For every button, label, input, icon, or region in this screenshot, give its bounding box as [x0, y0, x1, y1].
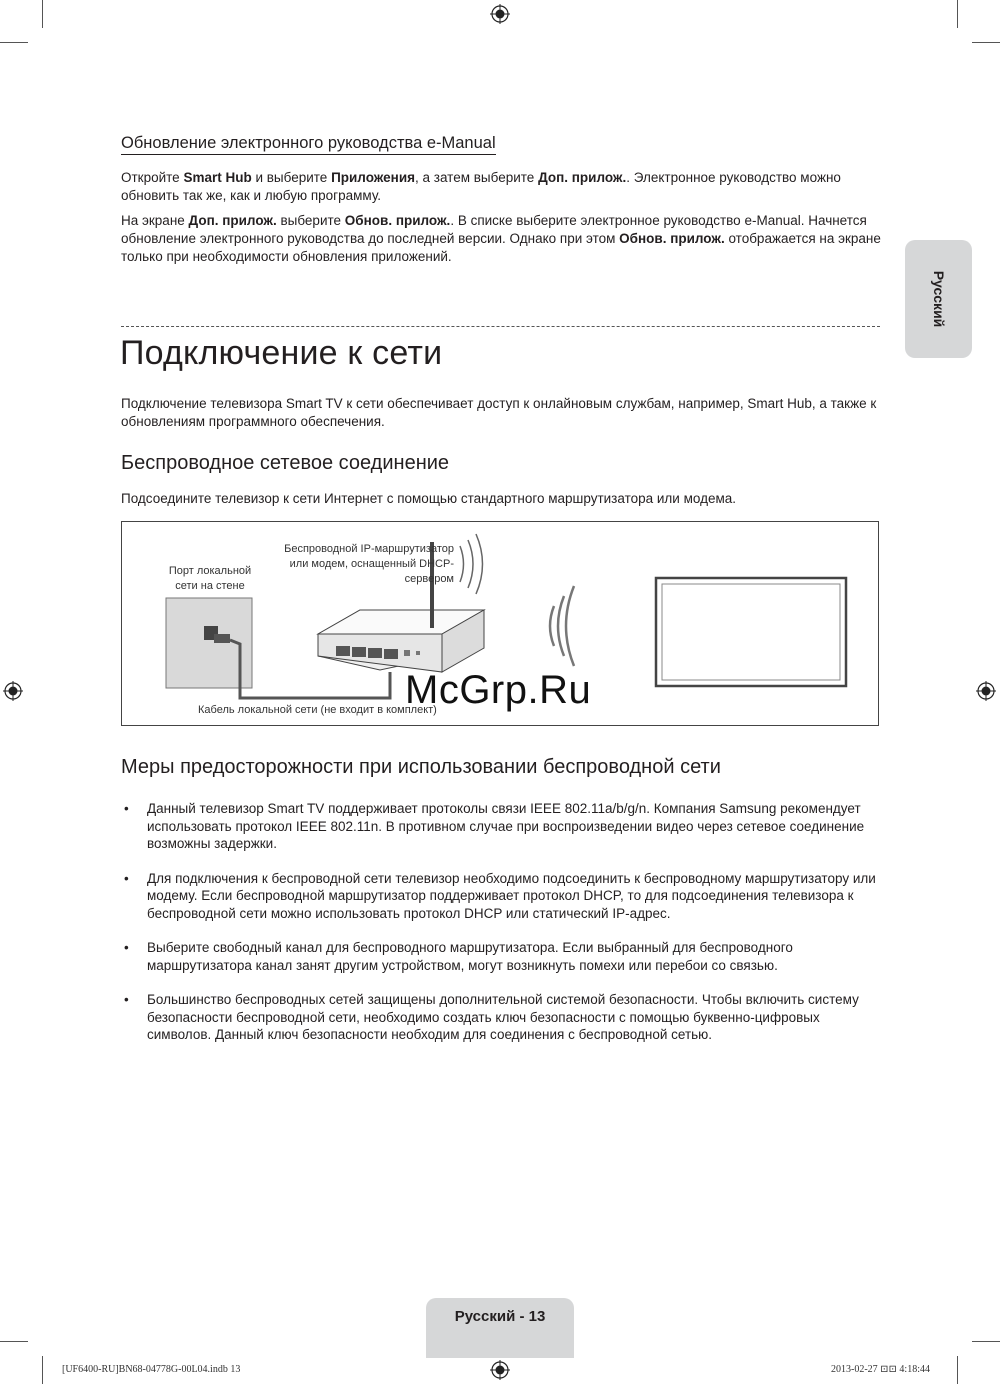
label-line: сервером — [404, 573, 454, 585]
text-run-bold: Обнов. прилож. — [344, 213, 451, 228]
language-side-tab-label: Русский — [930, 270, 947, 328]
crop-mark — [957, 0, 958, 28]
footer-file-info: [UF6400-RU]BN68-04778G-00L04.indb 13 — [62, 1364, 241, 1375]
emanual-paragraph-2 — [121, 212, 881, 266]
text-run-bold: Доп. прилож. — [538, 170, 627, 185]
list-item-text: Данный телевизор Smart TV поддерживает протоколы связи IEEE 802.11a/b/g/n. Компания Samsung рекомендует использовать протокол IEEE 802.11n. В противном случае при воспроизведении видео через сетевое соединение возможны задержки. — [147, 801, 865, 851]
bullet-icon: • — [124, 940, 129, 955]
bullet-icon: • — [124, 992, 129, 1007]
bullet-icon: • — [124, 870, 129, 886]
page-number-tab — [426, 1298, 574, 1358]
text-run: . В списке выберите электронное руководство e-Manual. Начнется обновление электронного руководства до последней версии. Однако при этом — [121, 213, 867, 246]
wireless-intro: Подсоедините телевизор к сети Интернет с помощью стандартного маршрутизатора или модема. — [121, 491, 737, 506]
registration-mark-icon — [976, 681, 996, 701]
crop-mark — [42, 0, 43, 28]
text-run-bold: Доп. прилож. — [188, 213, 277, 228]
list-item — [121, 870, 881, 923]
text-run: . Электронное руководство можно обновить так же, как и любую программу. — [121, 170, 841, 203]
page-number: Русский - 13 — [454, 1308, 546, 1325]
router-label — [254, 542, 454, 587]
language-side-tab — [905, 240, 972, 358]
registration-mark-icon — [490, 4, 510, 24]
list-item-text: Большинство беспроводных сетей защищены дополнительной системой безопасности. Чтобы включить систему безопасности беспроводной сети, необходимо создать ключ безопасности с помощью буквенно-цифровых символов. Данный ключ безопасности необходим для соединения с беспроводной сетью. — [147, 992, 859, 1042]
text-run: Откройте — [121, 170, 184, 185]
tv-icon — [656, 578, 846, 686]
cable-label: Кабель локальной сети (не входит в комплект) — [198, 704, 437, 716]
bullet-icon: • — [124, 801, 129, 816]
wifi-signal-icon — [550, 586, 574, 666]
text-run-bold: Приложения — [331, 170, 416, 185]
crop-mark — [972, 1341, 1000, 1342]
crop-mark — [957, 1356, 958, 1384]
crop-mark — [0, 1341, 28, 1342]
crop-mark — [972, 42, 1000, 43]
network-connection-title: Подключение к сети — [120, 334, 443, 372]
crop-mark — [42, 1356, 43, 1384]
emanual-update-heading: Обновление электронного руководства e-Manual — [121, 134, 496, 155]
precautions-heading: Меры предосторожности при использовании беспроводной сети — [121, 756, 721, 778]
text-run: и выберите — [251, 170, 332, 185]
label-line: Порт локальной — [168, 565, 252, 577]
section-divider — [121, 326, 880, 327]
registration-mark-icon — [490, 1360, 510, 1380]
registration-mark-icon — [3, 681, 23, 701]
text-run: отображается на экране только при необходимости обновления приложений. — [121, 231, 881, 264]
text-run-bold: Обнов. прилож. — [619, 231, 725, 246]
text-run: На экране — [121, 213, 189, 228]
watermark: McGrp.Ru — [405, 668, 592, 712]
router-signal-icon — [460, 534, 483, 594]
text-run: выберите — [276, 213, 345, 228]
wireless-connection-heading: Беспроводное сетевое соединение — [121, 452, 450, 474]
list-item — [121, 800, 881, 853]
network-intro: Подключение телевизора Smart TV к сети обеспечивает доступ к онлайновым службам, например, Smart Hub, а также к обновлениям программного обеспечения. — [121, 396, 877, 429]
emanual-paragraph-1 — [121, 169, 881, 205]
footer-timestamp: 2013-02-27 ⊡⊡ 4:18:44 — [831, 1364, 930, 1375]
wall-port-label — [164, 564, 256, 594]
list-item — [121, 939, 881, 974]
list-item-text: Для подключения к беспроводной сети телевизор необходимо подсоединить к беспроводному маршрутизатору или модему. Если беспроводной маршрутизатор поддерживает протокол DHCP, то для подсоединения телевизора к беспроводной сети можно использовать протокол DHCP или статический IP-адрес. — [147, 870, 876, 921]
label-line: или модем, оснащенный DHCP- — [289, 558, 454, 570]
label-line: сети на стене — [175, 580, 245, 592]
text-run: , а затем выберите — [415, 170, 539, 185]
text-run-bold: Smart Hub — [183, 170, 252, 185]
crop-mark — [0, 42, 28, 43]
label-line: Беспроводной IP-маршрутизатор — [284, 543, 454, 555]
list-item — [121, 991, 881, 1044]
precautions-list — [121, 800, 881, 1061]
list-item-text: Выберите свободный канал для беспроводного маршрутизатора. Если выбранный для беспроводного маршрутизатора канал занят другим устройством, могут возникнуть помехи или перебои со связью. — [147, 940, 793, 973]
